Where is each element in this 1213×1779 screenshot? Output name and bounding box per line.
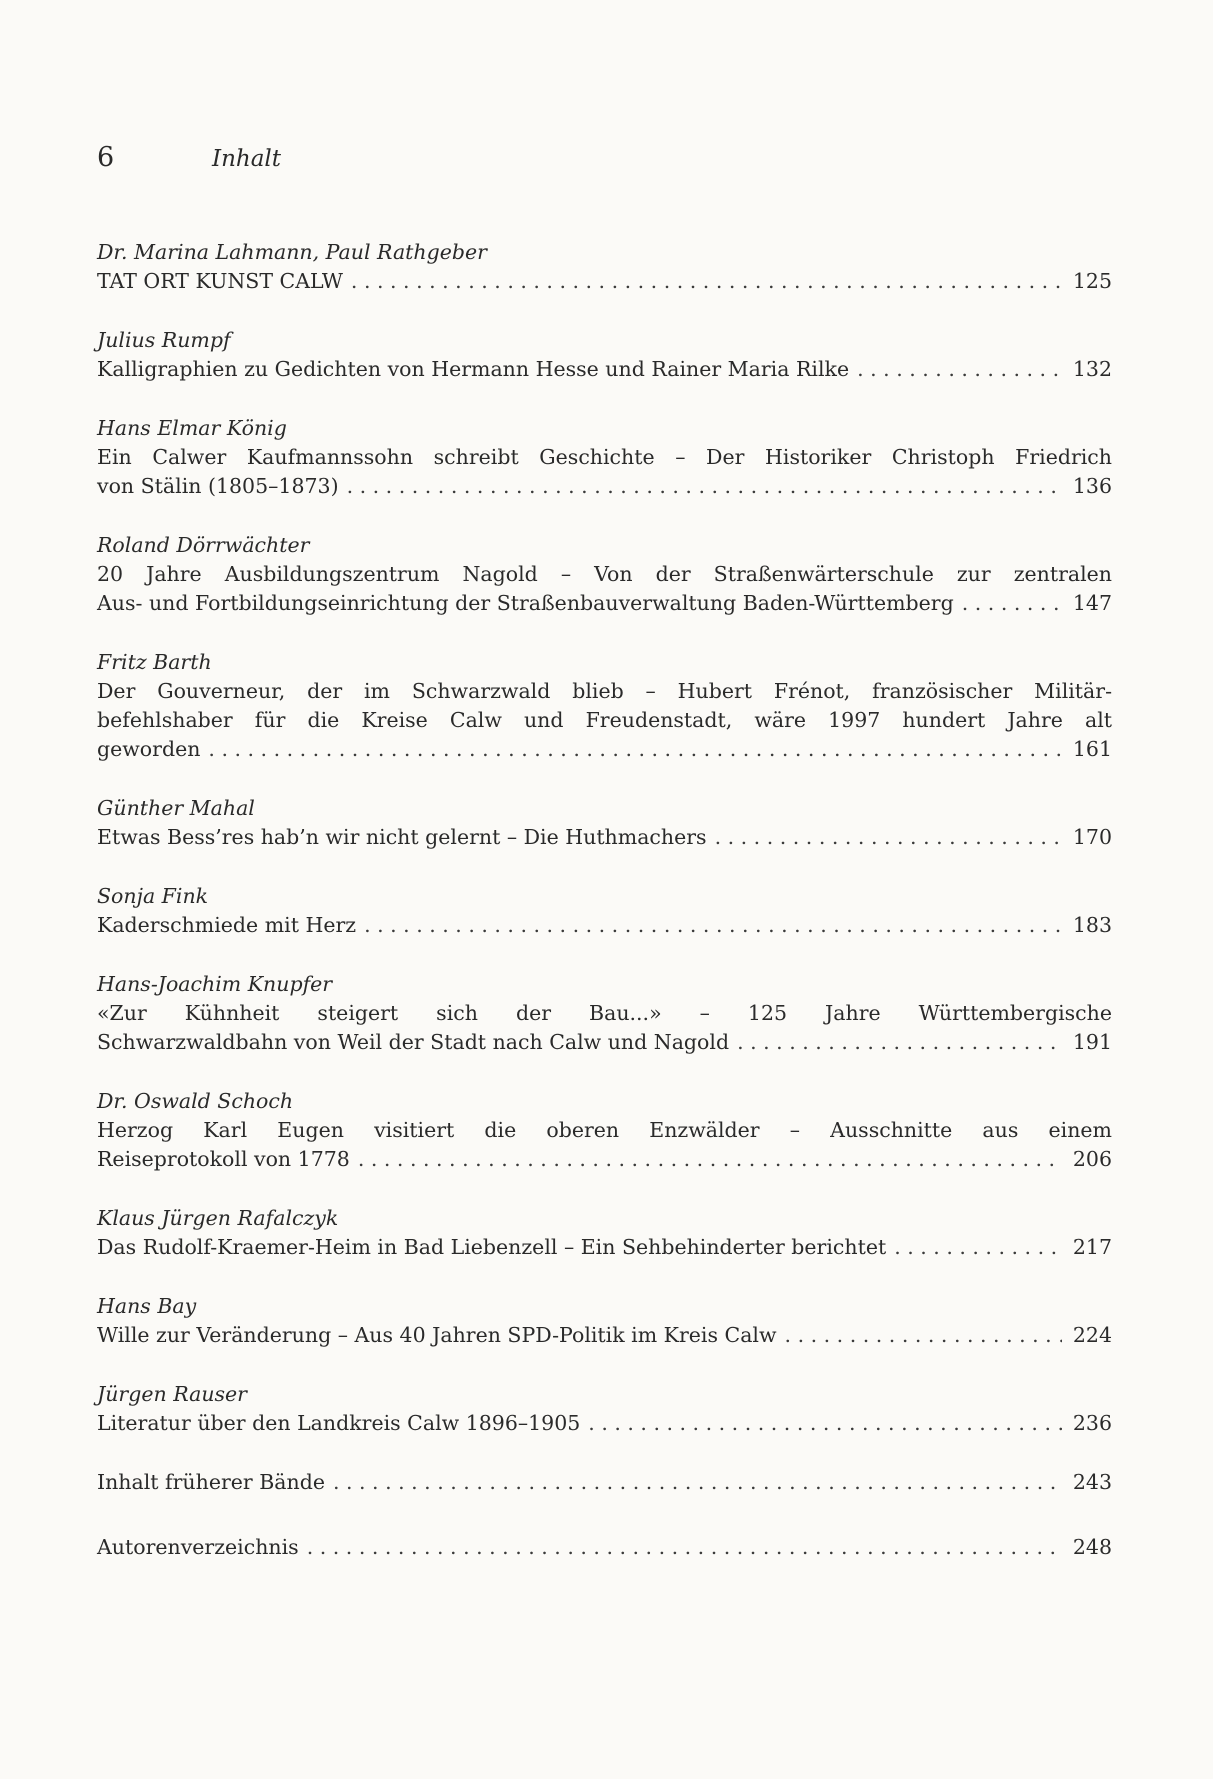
- toc-title-line: befehlshaber für die Kreise Calw und Freudenstadt, wäre 1997 hundert Jahre alt: [97, 708, 1112, 732]
- toc-title: Kaderschmiede mit Herz: [97, 913, 357, 937]
- toc-entry: [97, 531, 1112, 618]
- toc-author: Fritz Barth: [97, 650, 212, 674]
- toc-title-line: «Zur Kühnheit steigert sich der Bau...» – 125 Jahre Württembergische: [97, 1001, 1112, 1025]
- toc-title: Aus- und Fortbildungseinrichtung der Straßenbauverwaltung Baden-Württemberg: [97, 591, 954, 615]
- toc-title-line: Der Gouverneur, der im Schwarzwald blieb – Hubert Frénot, französischer Militär-: [97, 679, 1112, 703]
- toc-title-last-line: [97, 267, 1112, 296]
- toc-entry: [97, 882, 1112, 940]
- table-of-contents: [97, 238, 1112, 1598]
- toc-author: Hans-Joachim Knupfer: [97, 972, 333, 996]
- toc-author: Hans Bay: [97, 1294, 197, 1318]
- toc-entry: [97, 1292, 1112, 1350]
- dot-leader: [358, 1145, 1062, 1174]
- toc-title: Das Rudolf-Kraemer-Heim in Bad Liebenzell – Ein Sehbehinderter berichtet: [97, 1235, 887, 1259]
- dot-leader: [208, 735, 1062, 764]
- dot-leader: [785, 1321, 1062, 1350]
- toc-title: Kalligraphien zu Gedichten von Hermann Hesse und Rainer Maria Rilke: [97, 357, 850, 381]
- toc-page-number: 125: [1072, 269, 1112, 293]
- toc-title-last-line: [97, 823, 1112, 852]
- toc-entry: [97, 794, 1112, 852]
- toc-entry: [97, 1204, 1112, 1262]
- toc-author: Klaus Jürgen Rafalczyk: [97, 1206, 339, 1230]
- toc-title-last-line: [97, 472, 1112, 501]
- toc-page-number: 243: [1072, 1470, 1112, 1494]
- toc-author: Julius Rumpf: [97, 328, 231, 352]
- toc-title-last-line: [97, 1468, 1112, 1497]
- toc-title-last-line: [97, 355, 1112, 384]
- toc-entry: [97, 648, 1112, 764]
- toc-title-last-line: [97, 1321, 1112, 1350]
- toc-page-number: 170: [1072, 825, 1112, 849]
- toc-title-last-line: [97, 735, 1112, 764]
- toc-title-last-line: [97, 911, 1112, 940]
- dot-leader: [347, 472, 1062, 501]
- toc-entry: [97, 238, 1112, 296]
- toc-title-last-line: [97, 589, 1112, 618]
- toc-title: Literatur über den Landkreis Calw 1896–1905: [97, 1411, 581, 1435]
- toc-page-number: 248: [1072, 1535, 1112, 1559]
- toc-author: Dr. Marina Lahmann, Paul Rathgeber: [97, 240, 487, 264]
- toc-author: Günther Mahal: [97, 796, 255, 820]
- toc-entry: [97, 1468, 1112, 1497]
- dot-leader: [737, 1028, 1062, 1057]
- toc-title: geworden: [97, 737, 201, 761]
- toc-title: Schwarzwaldbahn von Weil der Stadt nach Calw und Nagold: [97, 1030, 730, 1054]
- toc-title: von Stälin (1805–1873): [97, 474, 339, 498]
- toc-page-number: 236: [1072, 1411, 1112, 1435]
- toc-author: Dr. Oswald Schoch: [97, 1089, 294, 1113]
- toc-title: Inhalt früherer Bände: [97, 1470, 325, 1494]
- toc-page-number: 132: [1072, 357, 1112, 381]
- toc-title-last-line: [97, 1233, 1112, 1262]
- toc-page-number: 224: [1072, 1323, 1112, 1347]
- page-number: 6: [97, 142, 115, 173]
- toc-page-number: 136: [1072, 474, 1112, 498]
- dot-leader: [962, 589, 1062, 618]
- toc-title-last-line: [97, 1145, 1112, 1174]
- toc-page-number: 147: [1072, 591, 1112, 615]
- toc-page-number: 191: [1072, 1030, 1112, 1054]
- dot-leader: [364, 911, 1062, 940]
- running-head-title: Inhalt: [212, 146, 282, 172]
- dot-leader: [333, 1468, 1062, 1497]
- toc-title: Etwas Bess’res hab’n wir nicht gelernt – Die Huthmachers: [97, 825, 707, 849]
- toc-entry: [97, 414, 1112, 501]
- toc-title-last-line: [97, 1028, 1112, 1057]
- toc-title-line: Herzog Karl Eugen visitiert die oberen Enzwälder – Ausschnitte aus einem: [97, 1118, 1112, 1142]
- dot-leader: [894, 1233, 1062, 1262]
- toc-author: Hans Elmar König: [97, 416, 287, 440]
- toc-title: Reiseprotokoll von 1778: [97, 1147, 350, 1171]
- dot-leader: [857, 355, 1062, 384]
- toc-title-last-line: [97, 1533, 1112, 1562]
- toc-title-line: 20 Jahre Ausbildungszentrum Nagold – Von der Straßenwärterschule zur zentralen: [97, 562, 1112, 586]
- toc-entry: [97, 970, 1112, 1057]
- toc-title-last-line: [97, 1409, 1112, 1438]
- toc-entry: [97, 1380, 1112, 1438]
- dot-leader: [715, 823, 1062, 852]
- dot-leader: [588, 1409, 1062, 1438]
- toc-page-number: 206: [1072, 1147, 1112, 1171]
- toc-author: Sonja Fink: [97, 884, 209, 908]
- toc-entry: [97, 326, 1112, 384]
- dot-leader: [307, 1533, 1062, 1562]
- toc-title: Autorenverzeichnis: [97, 1535, 299, 1559]
- toc-entry: [97, 1087, 1112, 1174]
- toc-page-number: 183: [1072, 913, 1112, 937]
- toc-entry: [97, 1533, 1112, 1562]
- toc-author: Jürgen Rauser: [97, 1382, 247, 1406]
- running-head: [97, 142, 281, 173]
- toc-page-number: 161: [1072, 737, 1112, 761]
- toc-title: TAT ORT KUNST CALW: [97, 269, 343, 293]
- toc-page-number: 217: [1072, 1235, 1112, 1259]
- toc-author: Roland Dörrwächter: [97, 533, 310, 557]
- toc-title-line: Ein Calwer Kaufmannssohn schreibt Geschichte – Der Historiker Christoph Friedrich: [97, 445, 1112, 469]
- toc-title: Wille zur Veränderung – Aus 40 Jahren SPD-Politik im Kreis Calw: [97, 1323, 777, 1347]
- dot-leader: [351, 267, 1062, 296]
